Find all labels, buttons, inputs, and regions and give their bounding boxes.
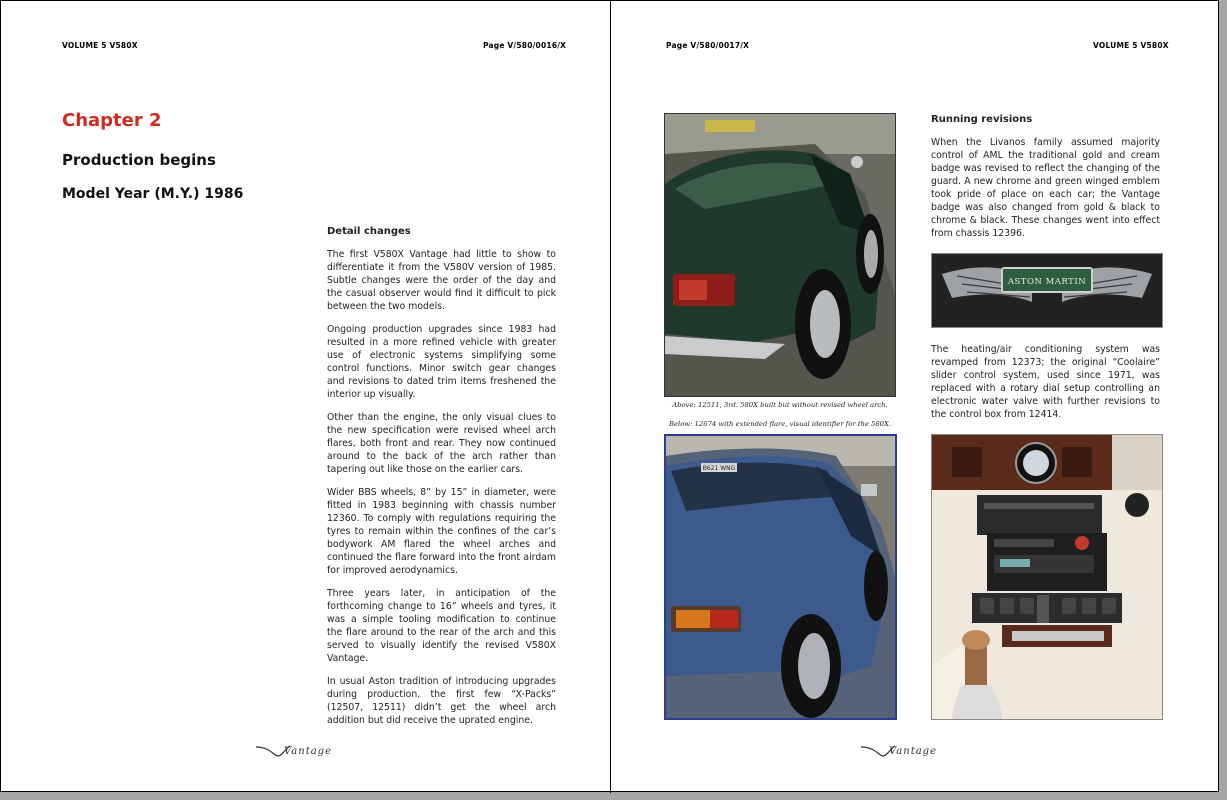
left-text-column: [327, 225, 556, 737]
right-header-page-number: Page V/580/0017/X: [666, 41, 750, 50]
green-car-photo: [664, 113, 896, 397]
paragraph: Other than the engine, the only visual clues to the new specification were revised wheel arch flares, both front and rear. They now continued around to the back of the arch rather than tapering out like those on the earlier cars.: [327, 412, 556, 475]
paragraph: When the Livanos family assumed majority control of AML the traditional gold and cream badge was revised to reflect the changing of the guard. A new chrome and green winged emblem took pride of place on each car; the Vantage badge was also changed from gold & black to chrome & black. These changes went into effect from chassis 12396.: [931, 137, 1160, 239]
paragraph: The first V580X Vantage had little to show to differentiate it from the V580V version of 1985. Subtle changes were the order of the day and the casual observer would find it difficult to pick between the two models.: [327, 249, 556, 312]
right-header-volume: VOLUME 5 V580X: [1093, 41, 1169, 50]
left-header-volume: VOLUME 5 V580X: [62, 41, 138, 50]
paragraph: Three years later, in anticipation of the forthcoming change to 16” wheels and tyres, it was a simple tooling modification to continue the flare around to the rear of the arch and this served to visually identify the revised V580X Vantage.: [327, 588, 556, 664]
chapter-title: Chapter 2: [62, 110, 162, 131]
page-subtitle: Model Year (M.Y.) 1986: [62, 186, 244, 202]
paragraph: In usual Aston tradition of introducing upgrades during production, the first few “X-Packs” (12507, 12511) didn’t get the wheel arch addition but did receive the uprated engine.: [327, 676, 556, 726]
section-heading-running-revisions: Running revisions: [931, 114, 1033, 125]
dashboard-photo: [931, 434, 1163, 720]
caption-below: Below: 12674 with extended flare, visual identifier for the 580X.: [669, 420, 891, 428]
vantage-logo-left: [256, 743, 361, 763]
section-heading-detail-changes: Detail changes: [327, 226, 411, 237]
blue-car-photo: [664, 434, 897, 720]
vantage-logo-text: Vantage: [284, 746, 333, 757]
page-gutter: [610, 1, 611, 793]
vantage-logo-text: Vantage: [889, 746, 938, 757]
paragraph: The heating/air conditioning system was revamped from 12373; the original “Coolaire” slider control system, used since 1971, was replaced with a rotary dial setup controlling an electronic water valve with further revisions to the control box from 12414.: [931, 344, 1160, 420]
caption-above: Above: 12511, 3rd. 580X built but without revised wheel arch.: [672, 401, 888, 409]
right-text-column-bottom: [931, 343, 1160, 431]
paragraph: Ongoing production upgrades since 1983 had resulted in a more refined vehicle with greater use of electronic systems simplifying some control functions. Minor switch gear changes and revisions to dated trim items freshened the interior up visually.: [327, 324, 556, 400]
left-header-page-number: Page V/580/0016/X: [483, 41, 567, 50]
vantage-logo-right: [861, 743, 966, 763]
aston-martin-badge-photo: [931, 253, 1163, 328]
number-plate-text: B621 WNG: [702, 465, 736, 472]
page-title: Production begins: [62, 151, 216, 169]
badge-text: ASTON MARTIN: [1007, 277, 1087, 287]
paragraph: Wider BBS wheels, 8” by 15” in diameter, were fitted in 1983 beginning with chassis number 12360. To comply with regulations requiring the tyres to remain within the confines of the car’s bodywork AM flared the wheel arches and continued the flare forward into the front airdam for improved aerodynamics.: [327, 487, 556, 576]
right-text-column-top: [931, 113, 1160, 250]
